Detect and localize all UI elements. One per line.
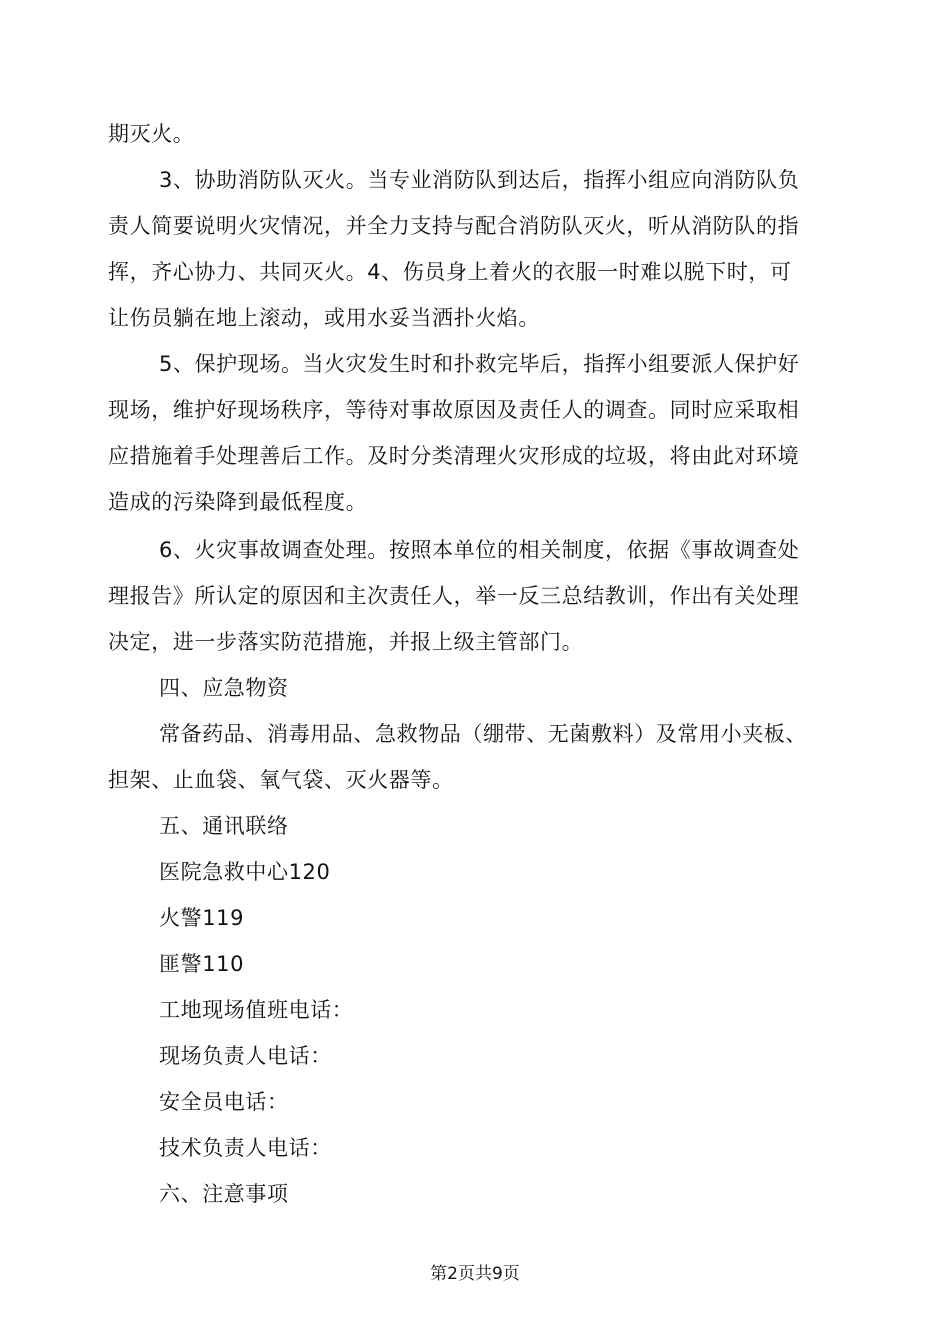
- paragraph-line: 造成的污染降到最低程度。: [108, 490, 368, 514]
- contact-line: 安全员电话：: [159, 1090, 289, 1114]
- contact-line: 匪警110: [159, 952, 245, 976]
- section-heading: 六、注意事项: [159, 1182, 289, 1206]
- page-number-footer: 第2页共9页: [430, 1264, 520, 1284]
- paragraph-line: 常备药品、消毒用品、急救物品（绷带、无菌敷料）及常用小夹板、: [159, 722, 807, 746]
- section-heading: 四、应急物资: [159, 676, 289, 700]
- paragraph-line: 担架、止血袋、氧气袋、灭火器等。: [108, 768, 454, 792]
- paragraph-line: 期灭火。: [108, 122, 195, 146]
- contact-line: 医院急救中心120: [159, 860, 331, 884]
- paragraph-line: 让伤员躺在地上滚动，或用水妥当洒扑火焰。: [108, 306, 540, 330]
- contact-line: 工地现场值班电话：: [159, 998, 354, 1022]
- paragraph-line: 理报告》所认定的原因和主次责任人，举一反三总结教训，作出有关处理: [108, 584, 800, 608]
- contact-line: 火警119: [159, 906, 245, 930]
- paragraph-line: 5、保护现场。当火灾发生时和扑救完毕后，指挥小组要派人保护好: [159, 352, 800, 376]
- paragraph-line: 决定，进一步落实防范措施，并报上级主管部门。: [108, 630, 584, 654]
- paragraph-line: 3、协助消防队灭火。当专业消防队到达后，指挥小组应向消防队负: [159, 168, 800, 192]
- paragraph-line: 应措施着手处理善后工作。及时分类清理火灾形成的垃圾，将由此对环境: [108, 444, 800, 468]
- contact-line: 技术负责人电话：: [159, 1136, 332, 1160]
- paragraph-line: 现场，维护好现场秩序，等待对事故原因及责任人的调查。同时应采取相: [108, 398, 800, 422]
- contact-line: 现场负责人电话：: [159, 1044, 332, 1068]
- paragraph-line: 责人简要说明火灾情况，并全力支持与配合消防队灭火，听从消防队的指: [108, 214, 800, 238]
- paragraph-line: 6、火灾事故调查处理。按照本单位的相关制度，依据《事故调查处: [159, 538, 800, 562]
- paragraph-line: 挥，齐心协力、共同灭火。4、伤员身上着火的衣服一时难以脱下时，可: [108, 260, 792, 284]
- section-heading: 五、通讯联络: [159, 814, 289, 838]
